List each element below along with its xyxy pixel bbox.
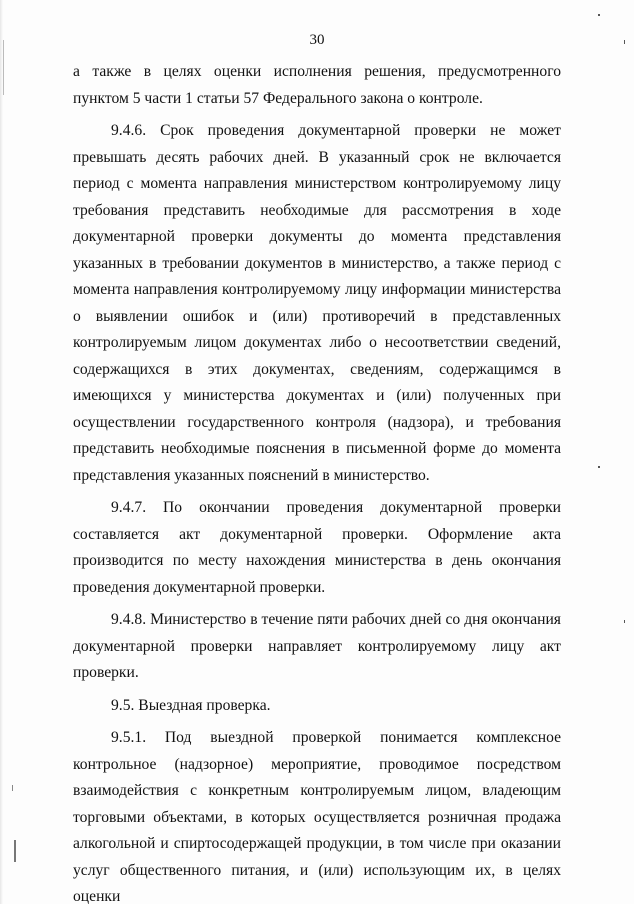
paragraph-9-5: 9.5. Выездная проверка.	[111, 696, 271, 714]
scan-speck	[598, 14, 600, 16]
paragraph-9-4-7: 9.4.7. По окончании проведения документарной проверки составляется акт документарной проверки. Оформление акта производится по месту нахождения министерства в день окончания проведения документарной проверки.	[73, 499, 561, 596]
scan-speck	[14, 840, 16, 862]
scan-edge-shadow	[0, 0, 3, 904]
paragraph-9-4-8: 9.4.8. Министерство в течение пяти рабочих дней со дня окончания документарной проверки направляет контролируемому лицу акт проверки.	[73, 611, 561, 681]
scan-speck	[624, 40, 625, 44]
paragraph-continuation: а также в целях оценки исполнения решения, предусмотренного пунктом 5 части 1 статьи 57 Федерального закона о контроле.	[73, 63, 561, 107]
page-number: 30	[309, 32, 325, 48]
scan-speck	[12, 785, 13, 791]
scan-speck	[598, 466, 600, 468]
document-body	[73, 59, 561, 917]
paragraph-9-4-6: 9.4.6. Срок проведения документарной проверки не может превышать десять рабочих дней. В указанный срок не включается период с момента направления министерством контролируемому лицу требования представить необходимые для рассмотрения в ходе документарной проверки документы до момента представления указанных в требовании документов в министерство, а также период с момента направления контролируемому лицу информации министерства о выявлении ошибок и (или) противоречий в представленных контролируемым лицом документах либо о несоответствии сведений, содержащихся в этих документах, сведениям, содержащимся в имеющихся у министерства документах и (или) полученных при осуществлении государственного контроля (надзора), и требования представить необходимые пояснения в письменной форме до момента представления указанных пояснений в министерство.	[73, 122, 561, 484]
paragraph-9-5-1: 9.5.1. Под выездной проверкой понимается комплексное контрольное (надзорное) мероприятие, проводимое посредством взаимодействия с конкретным контролируемым лицом, владеющим торговыми объектами, в которых осуществляется розничная продажа алкогольной и спиртосодержащей продукции, в том числе при оказании услуг общественного питания, и (или) использующим их, в целях оценки	[73, 729, 561, 905]
scan-speck	[3, 40, 4, 95]
scan-speck	[624, 620, 625, 623]
